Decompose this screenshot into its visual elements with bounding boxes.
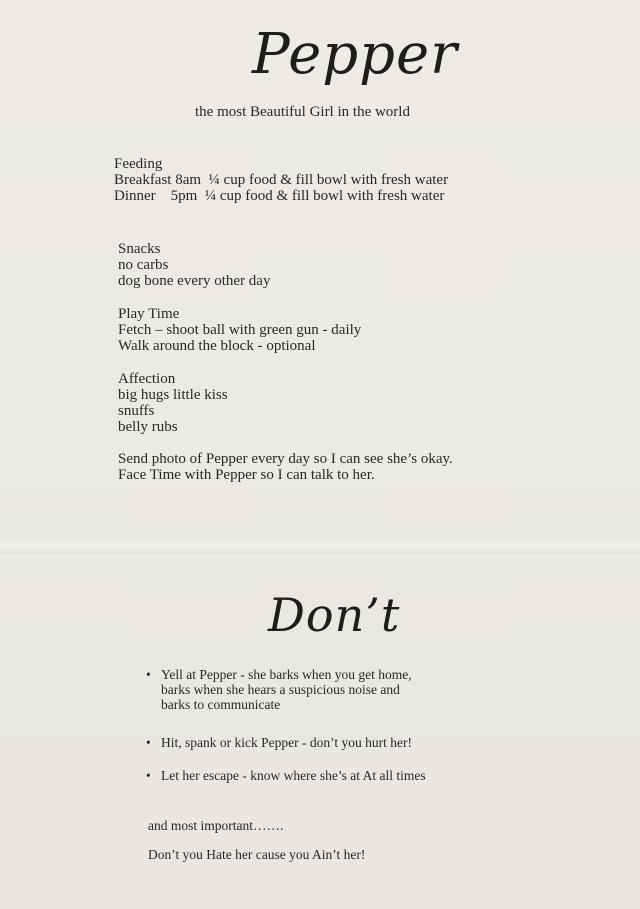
snacks-section xyxy=(118,241,270,289)
page-title: Pepper xyxy=(252,22,458,87)
snacks-heading: Snacks xyxy=(118,241,161,257)
list-item-line: barks to communicate xyxy=(161,697,281,712)
closing-line: Don’t you Hate her cause you Ain’t her! xyxy=(148,847,366,862)
affection-line: big hugs little kiss xyxy=(118,387,228,403)
note-line: Send photo of Pepper every day so I can see she’s okay. xyxy=(118,451,453,467)
affection-line: belly rubs xyxy=(118,419,178,435)
dont-title: Don’t xyxy=(268,588,401,642)
play-time-line: Walk around the block - optional xyxy=(118,338,316,354)
bullet-icon: • xyxy=(146,768,151,783)
play-time-line: Fetch – shoot ball with green gun - daily xyxy=(118,322,362,338)
subtitle: the most Beautiful Girl in the world xyxy=(195,104,410,120)
snacks-line: no carbs xyxy=(118,257,169,273)
affection-heading: Affection xyxy=(118,371,176,387)
affection-section xyxy=(118,371,228,435)
list-item-line: Hit, spank or kick Pepper - don’t you hurt her! xyxy=(161,735,412,750)
feeding-heading: Feeding xyxy=(114,156,163,172)
snacks-line: dog bone every other day xyxy=(118,273,271,289)
list-item-line: Let her escape - know where she’s at At all times xyxy=(161,768,426,783)
bullet-icon: • xyxy=(146,735,151,750)
play-time-section xyxy=(118,306,361,354)
list-item-line: barks when she hears a suspicious noise and xyxy=(161,682,400,697)
bullet-icon: • xyxy=(146,667,151,682)
closing-line: and most important……. xyxy=(148,818,284,833)
paper-fold xyxy=(0,540,640,554)
list-item xyxy=(146,768,426,783)
dont-list xyxy=(146,667,426,783)
list-item xyxy=(146,667,426,712)
list-item xyxy=(146,735,426,750)
list-item-line: Yell at Pepper - she barks when you get home, xyxy=(161,667,412,682)
notes-section xyxy=(118,451,453,483)
feeding-dinner-line: Dinner 5pm ¼ cup food & fill bowl with fresh water xyxy=(114,188,445,204)
affection-line: snuffs xyxy=(118,403,155,419)
feeding-breakfast-line: Breakfast 8am ¼ cup food & fill bowl with fresh water xyxy=(114,172,449,188)
feeding-section xyxy=(114,156,448,204)
note-line: Face Time with Pepper so I can talk to her. xyxy=(118,467,375,483)
play-time-heading: Play Time xyxy=(118,306,180,322)
